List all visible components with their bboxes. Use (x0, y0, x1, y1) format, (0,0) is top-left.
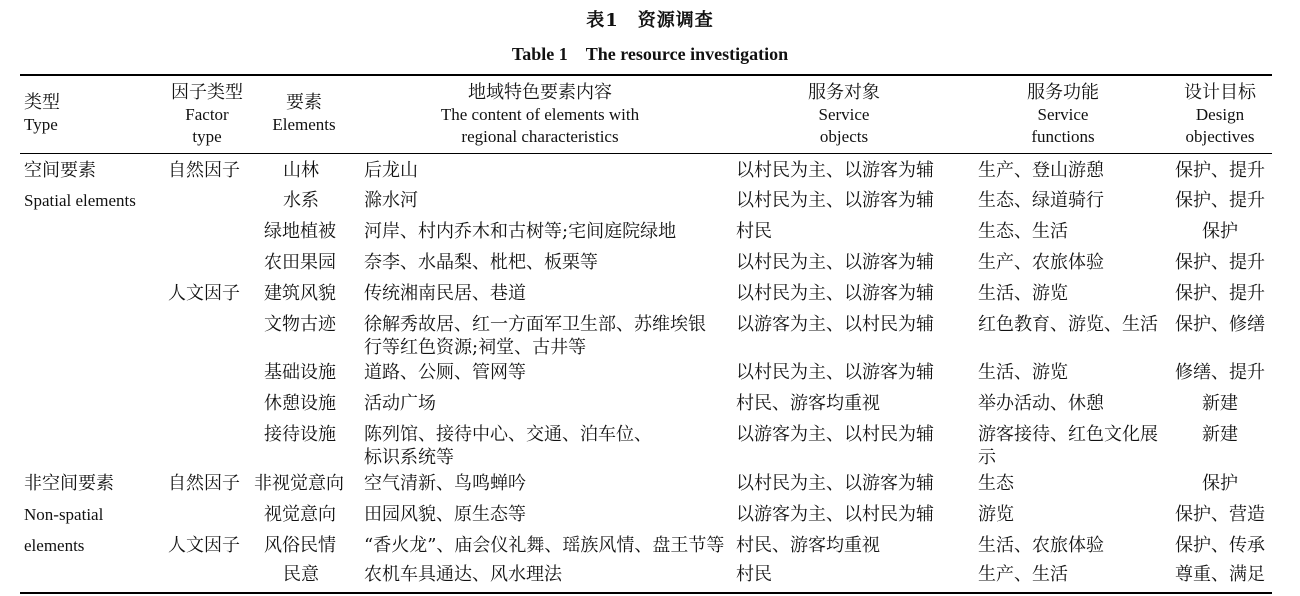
functions-cell: 举办活动、休憩 (978, 393, 1104, 414)
objectives-cell: 保护、提升 (1175, 283, 1265, 304)
element-cell: 接待设施 (264, 424, 336, 445)
functions-cell: 生态、生活 (978, 221, 1068, 242)
objectives-cell: 保护、提升 (1175, 190, 1265, 211)
table-caption-zh: 表1 资源调查 (586, 10, 714, 31)
content-cell: 滁水河 (364, 190, 418, 211)
functions-cell: 生活、游览 (978, 283, 1068, 304)
functions-cell: 生活、农旅体验 (978, 535, 1104, 556)
content-cell: “香火龙”、庙会仪礼舞、瑶族风情、盘王节等 (364, 535, 725, 556)
header-content: 地域特色要素内容 The content of elements with regional characteristics (440, 82, 640, 146)
element-cell: 基础设施 (264, 362, 336, 383)
content-cell: 后龙山 (364, 160, 418, 181)
content-cell: 空气清新、鸟鸣蝉吟 (364, 473, 526, 494)
type-nonspatial-en-2: elements (24, 536, 85, 555)
header-service-objects: 服务对象 Service objects (808, 82, 880, 146)
bottom-rule (20, 592, 1272, 594)
objects-cell: 以村民为主、以游客为辅 (736, 190, 934, 211)
content-cell: 陈列馆、接待中心、交通、泊车位、标识系统等 (364, 424, 652, 468)
objectives-cell: 保护、传承 (1175, 535, 1265, 556)
functions-cell: 游客接待、红色文化展示 (978, 424, 1158, 468)
objectives-cell: 尊重、满足 (1175, 564, 1265, 585)
type-nonspatial-en-1: Non-spatial (24, 505, 104, 524)
objects-cell: 村民 (736, 564, 772, 585)
type-spatial-en: Spatial elements (24, 191, 136, 210)
functions-cell: 生态 (978, 473, 1014, 494)
objectives-cell: 修缮、提升 (1175, 362, 1265, 383)
header-elements: 要素 Elements (272, 92, 336, 134)
table-caption-en: Table 1 The resource investigation (511, 44, 789, 64)
objectives-cell: 保护、提升 (1175, 160, 1265, 181)
content-cell: 徐解秀故居、红一方面军卫生部、苏维埃银行等红色资源;祠堂、古井等 (364, 314, 706, 358)
objectives-cell: 保护、修缮 (1175, 314, 1265, 335)
element-cell: 民意 (283, 564, 319, 585)
element-cell: 休憩设施 (264, 393, 336, 414)
objects-cell: 以村民为主、以游客为辅 (736, 283, 934, 304)
element-cell: 文物古迹 (264, 314, 336, 335)
type-nonspatial-zh: 非空间要素 (24, 473, 114, 494)
objectives-cell: 保护、营造 (1175, 504, 1265, 525)
content-cell: 农机车具通达、风水理法 (364, 564, 562, 585)
header-rule (20, 153, 1272, 154)
objectives-cell: 保护 (1202, 473, 1238, 494)
objects-cell: 以游客为主、以村民为辅 (736, 424, 934, 445)
content-cell: 传统湘南民居、巷道 (364, 283, 526, 304)
objects-cell: 以村民为主、以游客为辅 (736, 252, 934, 273)
objects-cell: 以村民为主、以游客为辅 (736, 362, 934, 383)
content-cell: 奈李、水晶梨、枇杷、板栗等 (364, 252, 598, 273)
factor-cultural: 人文因子 (168, 283, 240, 304)
objects-cell: 以游客为主、以村民为辅 (736, 504, 934, 525)
element-cell: 非视觉意向 (254, 473, 344, 494)
header-service-functions: 服务功能 Service functions (1027, 82, 1099, 146)
content-cell: 田园风貌、原生态等 (364, 504, 526, 525)
functions-cell: 生活、游览 (978, 362, 1068, 383)
element-cell: 农田果园 (264, 252, 336, 273)
element-cell: 风俗民情 (264, 535, 336, 556)
functions-cell: 红色教育、游览、生活 (978, 314, 1158, 335)
element-cell: 视觉意向 (264, 504, 336, 525)
objects-cell: 村民、游客均重视 (736, 393, 880, 414)
objects-cell: 村民 (736, 221, 772, 242)
objects-cell: 以村民为主、以游客为辅 (736, 160, 934, 181)
objectives-cell: 新建 (1202, 424, 1238, 445)
functions-cell: 生产、生活 (978, 564, 1068, 585)
objectives-cell: 保护、提升 (1175, 252, 1265, 273)
functions-cell: 生产、登山游憩 (978, 160, 1104, 181)
element-cell: 绿地植被 (264, 221, 336, 242)
factor-natural: 自然因子 (168, 160, 240, 181)
objectives-cell: 保护 (1202, 221, 1238, 242)
objectives-cell: 新建 (1202, 393, 1238, 414)
content-cell: 道路、公厕、管网等 (364, 362, 526, 383)
functions-cell: 生态、绿道骑行 (978, 190, 1104, 211)
top-rule (20, 74, 1272, 76)
header-design-objectives: 设计目标 Design objectives (1184, 82, 1256, 146)
header-type: 类型 Type (24, 92, 60, 134)
content-cell: 活动广场 (364, 393, 436, 414)
element-cell: 建筑风貌 (264, 283, 336, 304)
factor-natural: 自然因子 (168, 473, 240, 494)
objects-cell: 村民、游客均重视 (736, 535, 880, 556)
type-spatial-zh: 空间要素 (24, 160, 96, 181)
header-factor-type: 因子类型 Factor type (171, 82, 243, 146)
content-cell: 河岸、村内乔木和古树等;宅间庭院绿地 (364, 221, 677, 242)
element-cell: 山林 (283, 160, 319, 181)
objects-cell: 以村民为主、以游客为辅 (736, 473, 934, 494)
functions-cell: 生产、农旅体验 (978, 252, 1104, 273)
factor-cultural: 人文因子 (168, 535, 240, 556)
element-cell: 水系 (283, 190, 319, 211)
objects-cell: 以游客为主、以村民为辅 (736, 314, 934, 335)
functions-cell: 游览 (978, 504, 1014, 525)
